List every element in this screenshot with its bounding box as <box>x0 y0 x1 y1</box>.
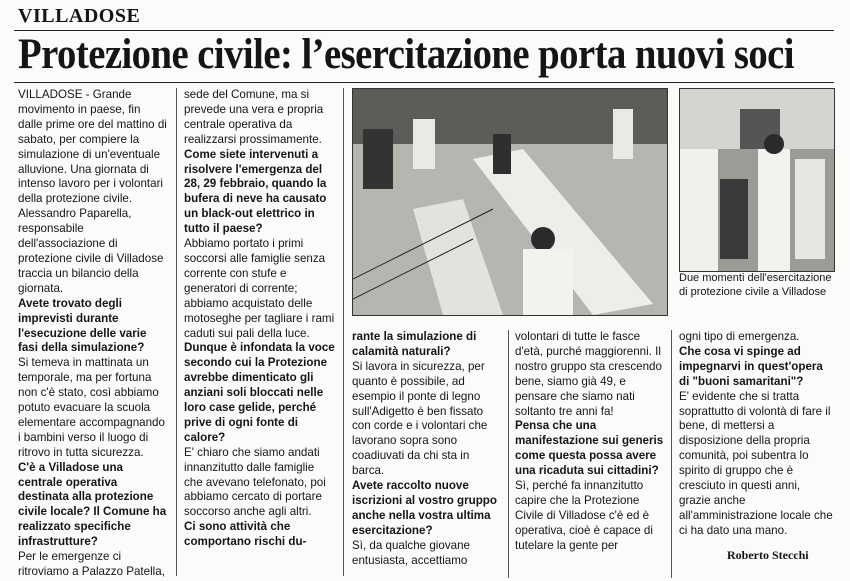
column-divider <box>508 330 509 578</box>
question-paragraph: Come siete intervenuti a risolvere l'emergenza del 28, 29 febbraio, quando la bufera di neve ha causato un black-out elettrico in tutto il paese? <box>184 147 327 236</box>
article-column-4 <box>515 330 665 580</box>
column-divider <box>176 88 177 576</box>
answer-paragraph: Abbiamo portato i primi soccorsi alle famiglie senza corrente con stufe e generatori di corrente; abbiamo acquistato delle motoseghe per tagliare i rami caduti sui pali della luce. <box>184 237 335 340</box>
question-paragraph: C'è a Villadose una centrale operativa destinata alla protezione civile locale? Il Comune ha realizzato specifiche infrastrutture? <box>18 460 167 549</box>
article-column-2 <box>184 88 336 578</box>
photo-bridge-exercise <box>352 88 668 316</box>
answer-paragraph: Si temeva in mattinata un temporale, ma per fortuna non c'è stato, così abbiamo potuto evacuare la scuola elementare accompagnando i bambini verso il luogo di ritrovo in tutta sicurezza. <box>18 356 165 459</box>
question-paragraph: Avete trovato degli imprevisti durante l'esecuzione delle varie fasi della simulazione? <box>18 296 147 355</box>
column-divider <box>343 88 344 576</box>
headline: Protezione civile: l’esercitazione porta nuovi soci <box>18 31 794 78</box>
answer-paragraph: volontari di tutte le fasce d'età, purché maggiorenni. Il nostro gruppo sta crescendo bene, siamo già 49, e pensare che siamo nati soltanto tre anni fa! <box>515 330 662 418</box>
question-paragraph: Che cosa vi spinge ad impegnarvi in quest'opera di "buoni samaritani"? <box>679 344 823 388</box>
headline-rule <box>14 82 834 83</box>
question-paragraph: Ci sono attività che comportano rischi du- <box>184 520 307 549</box>
question-paragraph: rante la simulazione di calamità naturali? <box>352 330 477 358</box>
article-column-5 <box>679 330 833 555</box>
column-divider <box>671 330 672 578</box>
answer-paragraph: Sì, da qualche giovane entusiasta, accettiamo <box>352 538 470 567</box>
section-label: VILLADOSE <box>18 5 141 27</box>
question-paragraph: Dunque è infondata la voce secondo cui la Protezione avrebbe dimenticato gli anziani soli bloccati nelle loro case gelide, perché prive di ogni fonte di calore? <box>184 341 335 444</box>
answer-paragraph: Per le emergenze ci ritroviamo a Palazzo Patella, <box>18 550 165 578</box>
answer-paragraph: E' evidente che si tratta soprattutto di volontà di fare il bene, di mettersi a disposizione della propria comunità, poi subentra lo spirito di gruppo che è cresciuto in questi anni, grazie anche all'amministrazione locale che ci ha dato una mano. <box>679 389 833 537</box>
question-paragraph: Pensa che una manifestazione sui generis come questa possa avere una ricaduta sui cittadini? <box>515 419 664 478</box>
answer-paragraph: sede del Comune, ma si prevede una vera e propria centrale operativa da realizzarsi prossimamente. <box>184 88 324 146</box>
photo-volunteers <box>679 88 835 272</box>
answer-paragraph: E' chiaro che siamo andati innanzitutto dalle famiglie che avevano telefonato, poi abbiamo cercato di portare soccorso anche agli altri. <box>184 445 326 519</box>
answer-paragraph: ogni tipo di emergenza. <box>679 330 800 343</box>
photo-caption: Due momenti dell'esercitazione di protezione civile a Villadose <box>679 272 832 298</box>
answer-paragraph: Sì, perché fa innanzitutto capire che la Protezione Civile di Villadose c'è ed è operativa, cioè è capace di tutelare la gente per <box>515 479 653 552</box>
question-paragraph: Avete raccolto nuove iscrizioni al vostro gruppo anche nella vostra ultima esercitazione? <box>352 479 497 537</box>
answer-paragraph: VILLADOSE - Grande movimento in paese, fin dalle prime ore del mattino di sabato, per compiere la simulazione di un'eventuale alluvione. Una giornata di intenso lavoro per i volontari della protezione civile. Alessandro Paparella, responsabile dell'associazione di protezione civile di Villadose traccia un bilancio della giornata. <box>18 88 167 295</box>
article-column-1 <box>18 88 168 578</box>
byline: Roberto Stecchi <box>727 548 809 562</box>
article-column-3 <box>352 330 502 580</box>
answer-paragraph: Si lavora in sicurezza, per quanto è possibile, ad esempio il ponte di legno sull'Adigetto è ben fissato con corde e i volontari che lavorano sopra sono coadiuvati da chi sta in barca. <box>352 359 488 478</box>
